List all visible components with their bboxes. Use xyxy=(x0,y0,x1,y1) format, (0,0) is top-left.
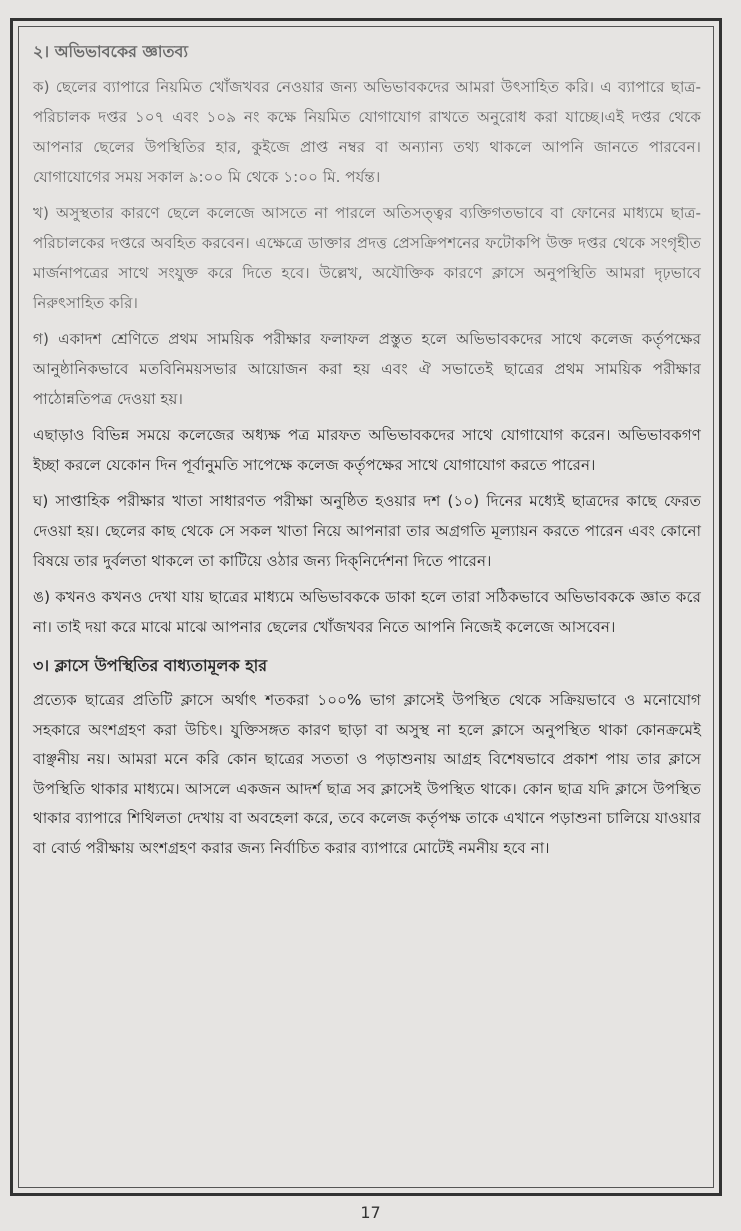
paragraph-ga: গ) একাদশ শ্রেণিতে প্রথম সাময়িক পরীক্ষার ফলাফল প্রস্তুত হলে অভিভাবকদের সাথে কলেজ কর্তৃপক্ষের আনুষ্ঠানিকভাবে মতবিনিময়সভার আয়োজন করা হয় এবং ঐ সভাতেই ছাত্রের প্রথম সাময়িক পরীক্ষার পাঠোন্নতিপত্র দেওয়া হয়। xyxy=(33,330,701,408)
paragraph-kha: খ) অসুস্থতার কারণে ছেলে কলেজে আসতে না পারলে অতিসত্ত্বর ব্যক্তিগতভাবে বা ফোনের মাধ্যমে ছাত্র-পরিচালকের দপ্তরে অবহিত করবেন। এক্ষেত্রে ডাক্তার প্রদত্ত প্রেসক্রিপশনের ফটোকপি উক্ত দপ্তর থেকে সংগৃহীত মার্জনাপত্রের সাথে সংযুক্ত করে দিতে হবে। উল্লেখ, অযৌক্তিক কারণে ক্লাসে অনুপস্থিতি আমরা দৃঢ়ভাবে নিরুৎসাহিত করি। xyxy=(33,204,701,312)
paragraph-umo: ঙ) কখনও কখনও দেখা যায় ছাত্রের মাধ্যমে অভিভাবককে ডাকা হলে তারা সঠিকভাবে অভিভাবককে জ্ঞাত করে না। তাই দয়া করে মাঝে মাঝে আপনার ছেলের খোঁজখবর নিতে আপনি নিজেই কলেজে আসবেন। xyxy=(33,588,701,636)
section-2-heading: ২। অভিভাবকের জ্ঞাতব্য xyxy=(33,42,189,61)
section-3-paragraph: প্রত্যেক ছাত্রের প্রতিটি ক্লাসে অর্থাৎ শতকরা ১০০% ভাগ ক্লাসেই উপস্থিত থেকে সক্রিয়ভাবে ও মনোযোগ সহকারে অংশগ্রহণ করা উচিৎ। যুক্তিসঙ্গত কারণ ছাড়া বা অসুস্থ না হলে ক্লাসে অনুপস্থিত থাকা কোনক্রমেই বাঞ্ছনীয় নয়। আমরা মনে করি কোন ছাত্রের সততা ও পড়াশুনায় আগ্রহ বিশেষভাবে প্রকাশ পায় তার ক্লাসে উপস্থিতি থাকার মাধ্যমে। আসলে একজন আদর্শ ছাত্র সব ক্লাসেই উপস্থিত থাকে। কোন ছাত্র যদি ক্লাসে উপস্থিত থাকার ব্যাপারে শিথিলতা দেখায় বা অবহেলা করে, তবে কলেজ কর্তৃপক্ষ তাকে এখানে পড়াশুনা চালিয়ে যাওয়ার বা বোর্ড পরীক্ষায় অংশগ্রহণ করার জন্য নির্বাচিত করার ব্যাপারে মোটেই নমনীয় হবে না। xyxy=(33,691,701,857)
page-content xyxy=(33,40,701,869)
paragraph-gha: ঘ) সাপ্তাহিক পরীক্ষার খাতা সাধারণত পরীক্ষা অনুষ্ঠিত হওয়ার দশ (১০) দিনের মধ্যেই ছাত্রদের কাছে ফেরত দেওয়া হয়। ছেলের কাছ থেকে সে সকল খাতা নিয়ে আপনারা তার অগ্রগতি মূল্যায়ন করতে পারেন এবং কোনো বিষয়ে তার দুর্বলতা থাকলে তা কাটিয়ে ওঠার জন্য দিক্‌নির্দেশনা দিতে পারেন। xyxy=(33,492,701,570)
page-number: 17 xyxy=(360,1203,381,1222)
paragraph-ka: ক) ছেলের ব্যাপারে নিয়মিত খোঁজখবর নেওয়ার জন্য অভিভাবকদের আমরা উৎসাহিত করি। এ ব্যাপারে ছাত্র-পরিচালক দপ্তর ১০৭ এবং ১০৯ নং কক্ষে নিয়মিত যোগাযোগ রাখতে অনুরোধ করা যাচ্ছে।এই দপ্তর থেকে আপনার ছেলের উপস্থিতির হার, কুইজে প্রাপ্ত নম্বর বা অন্যান্য তথ্য থাকলে আপনি জানতে পারবেন। যোগাযোগের সময় সকাল ৯:০০ মি থেকে ১:০০ মি. পর্যন্ত। xyxy=(33,78,701,186)
section-3 xyxy=(33,654,701,863)
section-2 xyxy=(33,40,701,642)
paragraph-additional: এছাড়াও বিভিন্ন সময়ে কলেজের অধ্যক্ষ পত্র মারফত অভিভাবকদের সাথে যোগাযোগ করেন। অভিভাবকগণ ইচ্ছা করলে যেকোন দিন পূর্বানুমতি সাপেক্ষে কলেজ কর্তৃপক্ষের সাথে যোগাযোগ করতে পারেন। xyxy=(33,426,701,474)
section-3-heading: ৩। ক্লাসে উপস্থিতির বাধ্যতামূলক হার xyxy=(33,656,268,675)
